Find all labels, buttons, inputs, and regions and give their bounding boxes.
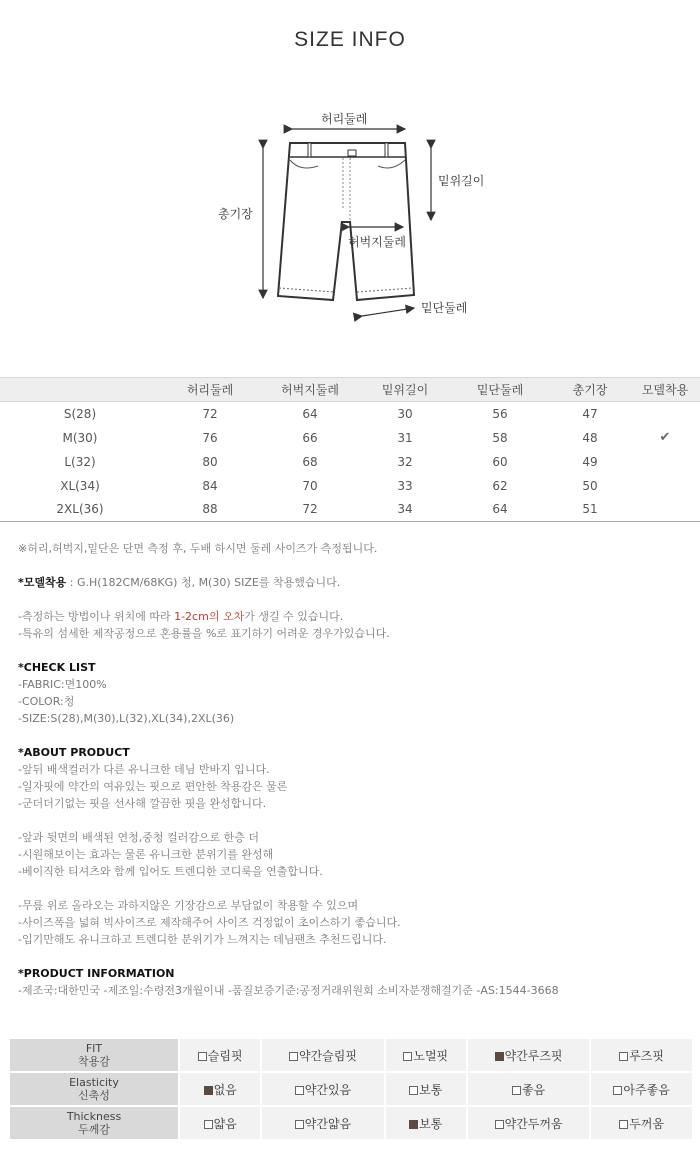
fit-option [590,1038,693,1072]
size-row [0,426,700,450]
size-cell: 76 [202,430,218,445]
size-cell: 58 [492,430,508,445]
thigh-label: 허벅지둘레 [348,235,406,249]
check-list-item: -FABRIC:면100% [18,678,107,691]
size-cell: 48 [582,430,598,445]
model-worn-cell [630,498,700,522]
size-row [0,474,700,498]
fit-row [9,1038,693,1072]
unchecked-box-icon [619,1052,628,1061]
rise-label: 밑위길이 [438,174,485,188]
fit-option-label: 약간슬림핏 [298,1048,357,1063]
error-pre: -측정하는 방법이나 위치에 따라 [18,610,175,623]
fit-option [179,1038,261,1072]
unchecked-box-icon [204,1120,213,1129]
about-line: -일자핏에 약간의 여유있는 핏으로 편안한 착용감은 물론 [18,780,288,793]
header-cell: 허리둘레 [160,378,260,402]
size-cell: 66 [302,430,318,445]
header-cell: 허벅지둘레 [260,378,360,402]
size-cell: 64 [450,498,550,522]
fit-option [261,1106,384,1140]
check-list-item: -COLOR:청 [18,695,75,708]
fit-option-label: 보통 [419,1116,443,1131]
product-info-title: *PRODUCT INFORMATION [18,967,175,980]
size-cell: 60 [492,454,508,469]
model-text: : G.H(182CM/68KG) 청, M(30) SIZE를 착용했습니다. [69,576,341,589]
unchecked-box-icon [619,1120,628,1129]
process-note: -특유의 섬세한 제작공정으로 혼용률을 %로 표기하기 어려운 경우가있습니다. [18,627,390,640]
fit-option-label: 약간있음 [304,1082,352,1097]
total-length-label: 총기장 [218,207,253,221]
fit-option-label: 약간두꺼움 [504,1116,563,1131]
fit-option [467,1038,590,1072]
about-line: -앞과 뒷면의 배색된 연청,중청 컬러감으로 한층 더 [18,831,259,844]
fit-row-header [9,1038,179,1072]
hem-label: 밑단둘레 [421,301,468,315]
unchecked-box-icon [409,1086,418,1095]
model-label: *모델착용 [18,576,67,589]
error-note [18,608,688,625]
size-cell: 62 [492,478,508,493]
product-info-text: -제조국:대한민국 -제조일:수령전3개월이내 -품질보증기준:공정거래위원회 소비자분쟁해결기준 -AS:1544-3668 [18,984,559,997]
size-row [0,450,700,474]
fit-option [179,1106,261,1140]
size-cell: 70 [302,478,318,493]
model-worn-cell [630,450,700,474]
fit-row-header [9,1072,179,1106]
shorts-illustration [0,100,700,330]
size-cell: 32 [397,454,413,469]
fit-option-label: 없음 [213,1082,237,1097]
measure-note: ※허리,허벅지,밑단은 단면 측정 후, 두배 하시면 둘레 사이즈가 측정됩니다. [18,542,378,555]
fit-header-ko: 두께감 [78,1123,110,1136]
unchecked-box-icon [403,1052,412,1061]
fit-row-header [9,1106,179,1140]
size-cell: 30 [397,406,413,421]
fit-option-label: 루즈핏 [629,1048,664,1063]
fit-header-en: Elasticity [69,1076,119,1089]
fit-header-en: FIT [85,1042,103,1055]
size-cell: 50 [582,478,598,493]
fit-header-en: Thickness [66,1110,122,1123]
size-cell: 51 [550,498,630,522]
waist-label: 허리둘레 [321,112,368,126]
checked-box-icon [495,1052,504,1061]
fit-header-ko: 착용감 [78,1055,110,1068]
fit-header-ko: 신축성 [78,1089,110,1102]
error-range: 1-2cm의 오차 [174,610,245,623]
size-cell: 47 [582,406,598,421]
size-cell: L(32) [64,454,96,469]
unchecked-box-icon [198,1052,207,1061]
unchecked-box-icon [295,1120,304,1129]
size-table-header [0,378,700,402]
page-title: SIZE INFO [294,28,406,51]
fit-option-label: 아주좋음 [623,1082,670,1097]
fit-option [179,1072,261,1106]
fit-option [590,1106,693,1140]
product-notes [18,540,688,999]
fit-row [9,1072,693,1106]
fit-option-label: 노멀핏 [413,1048,449,1063]
model-note [18,574,688,591]
size-cell: 33 [397,478,413,493]
model-worn-cell: ✔ [659,430,671,445]
size-cell: XL(34) [60,478,100,493]
error-post: 가 생길 수 있습니다. [244,610,344,623]
fit-table [8,1037,694,1141]
checked-box-icon [204,1086,213,1095]
size-cell: 68 [302,454,318,469]
about-line: -군더더기없는 핏을 선사해 깔끔한 핏을 완성합니다. [18,797,267,810]
unchecked-box-icon [295,1086,304,1095]
size-diagram [0,100,700,330]
unchecked-box-icon [512,1086,521,1095]
header-cell: 밑위길이 [360,378,450,402]
header-cell [0,378,160,402]
fit-option [385,1106,467,1140]
fit-option [385,1038,467,1072]
model-worn-cell [630,402,700,426]
size-cell: 2XL(36) [0,498,160,522]
fit-option-label: 약간얇음 [304,1116,352,1131]
size-cell: 34 [360,498,450,522]
header-cell: 총기장 [550,378,630,402]
size-table [0,377,700,522]
header-cell: 밑단둘레 [450,378,550,402]
size-cell: 49 [582,454,598,469]
size-cell: 72 [260,498,360,522]
size-cell: S(28) [63,406,97,421]
size-cell: 80 [202,454,218,469]
about-line: -입기만해도 유니크하고 트렌디한 분위기가 느껴지는 데님팬츠 추천드립니다. [18,933,387,946]
fit-row [9,1106,693,1140]
fit-option-label: 슬림핏 [207,1048,243,1063]
fit-option [590,1072,693,1106]
about-line: -무릎 위로 올라오는 과하지않은 기장감으로 부담없이 착용할 수 있으며 [18,899,359,912]
size-cell: 56 [492,406,508,421]
fit-option [467,1106,590,1140]
check-list-item: -SIZE:S(28),M(30),L(32),XL(34),2XL(36) [18,712,235,725]
about-product-title: *ABOUT PRODUCT [18,746,130,759]
fit-option [261,1072,384,1106]
size-cell: 84 [202,478,218,493]
about-line: -시원해보이는 효과는 물론 유니크한 분위기를 완성해 [18,848,274,861]
header-cell: 모델착용 [630,378,700,402]
about-line: -앞뒤 배색컬러가 다른 유니크한 데님 반바지 입니다. [18,763,270,776]
checked-box-icon [409,1120,418,1129]
fit-option [261,1038,384,1072]
fit-option [385,1072,467,1106]
fit-option-label: 약간루즈핏 [504,1048,563,1063]
fit-option-label: 얇음 [213,1116,237,1131]
size-row [0,402,700,426]
fit-option-label: 좋음 [521,1082,546,1097]
size-cell: 31 [397,430,413,445]
fit-option-label: 보통 [419,1082,443,1097]
fit-option [467,1072,590,1106]
about-line: -베이직한 티셔츠와 함께 입어도 트렌디한 코디룩을 연출합니다. [18,865,323,878]
fit-option-label: 두꺼움 [629,1116,664,1131]
size-cell: 72 [202,406,218,421]
check-list-title: *CHECK LIST [18,661,96,674]
unchecked-box-icon [289,1052,298,1061]
size-cell: 64 [302,406,318,421]
unchecked-box-icon [495,1120,504,1129]
size-cell: 88 [160,498,260,522]
about-line: -사이즈폭을 넓혀 빅사이즈로 제작해주어 사이즈 걱정없이 초이스하기 좋습니다. [18,916,401,929]
unchecked-box-icon [613,1086,622,1095]
size-row [0,498,700,522]
model-worn-cell [630,474,700,498]
size-cell: M(30) [62,430,98,445]
